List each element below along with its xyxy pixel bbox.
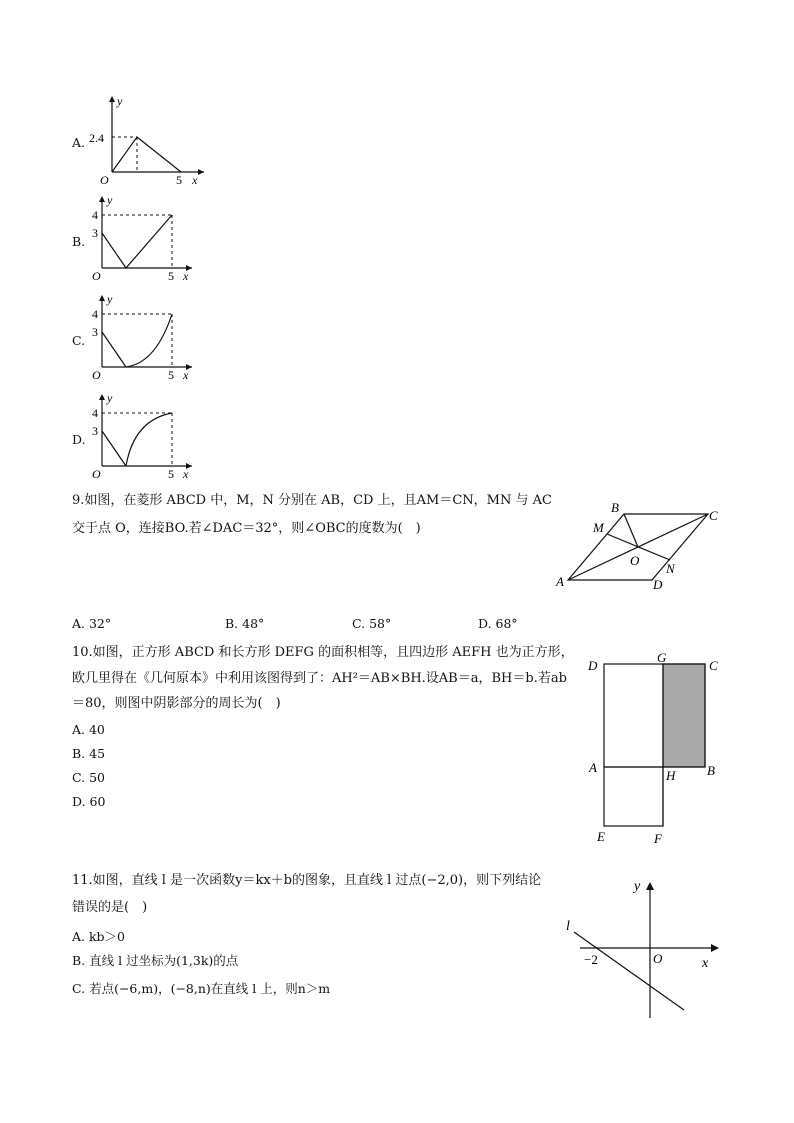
q10-option-a[interactable]: A. 40: [72, 722, 105, 737]
q10-option-b[interactable]: B. 45: [72, 746, 106, 761]
q10-option-c[interactable]: C. 50: [72, 770, 105, 785]
x-axis-label: x: [183, 368, 189, 382]
point-m: M: [593, 520, 604, 535]
y-axis-label: y: [107, 292, 113, 306]
q11-option-c[interactable]: C. 若点(−6,m)，(−8,n)在直线 l 上，则n＞m: [72, 981, 331, 996]
vertex-b: B: [707, 763, 715, 778]
q9-stem-line1: 9.如图，在菱形 ABCD 中，M，N 分别在 AB，CD 上，且AM＝CN，MN 与 AC: [72, 493, 552, 508]
square-rectangle-figure: [582, 652, 732, 852]
y-axis-label: y: [107, 193, 113, 207]
x-axis-label: x: [183, 269, 189, 283]
line-l-label: l: [566, 919, 570, 934]
origin-label: O: [92, 368, 101, 382]
tick-4: 4: [92, 406, 98, 420]
q9-option-c[interactable]: C. 58°: [352, 616, 392, 631]
origin-label: O: [92, 269, 101, 283]
x-axis-label: x: [702, 956, 709, 971]
q11-stem-line2: 错误的是( ): [72, 900, 148, 915]
q10-stem-line3: ＝80，则图中阴影部分的周长为( ): [72, 696, 281, 711]
point-o: O: [630, 553, 640, 568]
vertex-d: D: [653, 577, 663, 592]
q9-option-b[interactable]: B. 48°: [225, 616, 265, 631]
option-label: B.: [72, 234, 86, 249]
tick-5: 5: [168, 269, 174, 283]
tick-5: 5: [176, 173, 182, 187]
x-axis-label: x: [192, 173, 198, 187]
tick-2.4: 2.4: [89, 131, 104, 145]
vertex-a: A: [589, 760, 597, 775]
tick-3: 3: [92, 325, 98, 339]
tick-4: 4: [92, 307, 98, 321]
graph-b: [88, 192, 208, 284]
origin-label: O: [653, 951, 663, 966]
vertex-g: G: [657, 652, 667, 665]
y-axis-label: y: [107, 391, 113, 405]
vertex-a: A: [556, 574, 564, 589]
vertex-d: D: [588, 658, 598, 673]
graph-c: [88, 291, 208, 383]
origin-label: O: [100, 173, 109, 187]
q10-option-d[interactable]: D. 60: [72, 794, 106, 809]
tick-5: 5: [168, 368, 174, 382]
point-n: N: [666, 561, 675, 576]
vertex-e: E: [597, 829, 605, 844]
q10-stem-line1: 10.如图，正方形 ABCD 和长方形 DEFG 的面积相等，且四边形 AEFH 也为正方形，: [72, 645, 574, 660]
origin-label: O: [92, 467, 101, 481]
q10-stem-line2: 欧几里得在《几何原本》中利用该图得到了：AH²＝AB×BH.设AB＝a，BH＝b.若ab: [72, 671, 567, 686]
tick-4: 4: [92, 208, 98, 222]
q9-option-a[interactable]: A. 32°: [72, 616, 112, 631]
vertex-c: C: [709, 508, 718, 523]
y-axis-label: y: [634, 879, 641, 894]
vertex-f: F: [654, 831, 662, 846]
q9-stem-line2: 交于点 O，连接BO.若∠DAC＝32°，则∠OBC的度数为( ): [72, 521, 421, 536]
q11-option-a[interactable]: A. kb＞0: [72, 929, 126, 944]
shaded-rectangle: [663, 664, 705, 767]
vertex-c: C: [709, 658, 718, 673]
option-label: A.: [72, 135, 86, 150]
tick-3: 3: [92, 424, 98, 438]
q11-option-b[interactable]: B. 直线 l 过坐标为(1,3k)的点: [72, 953, 239, 968]
graph-a: [88, 92, 208, 187]
rhombus-figure: [552, 498, 732, 593]
linear-function-graph: [556, 872, 726, 1024]
q11-stem-line1: 11.如图，直线 l 是一次函数y＝kx＋b的图象，且直线 l 过点(−2,0)，则下列结论: [72, 873, 542, 888]
q9-option-d[interactable]: D. 68°: [478, 616, 518, 631]
line-l: [574, 932, 684, 1010]
graph-d: [88, 390, 208, 482]
option-label: D.: [72, 432, 86, 447]
y-axis-label: y: [117, 94, 123, 108]
option-label: C.: [72, 333, 86, 348]
vertex-h: H: [666, 768, 676, 783]
x-axis-label: x: [183, 467, 189, 481]
tick-5: 5: [168, 467, 174, 481]
tick-3: 3: [92, 226, 98, 240]
vertex-b: B: [611, 500, 619, 515]
tick-neg2: −2: [584, 952, 598, 967]
